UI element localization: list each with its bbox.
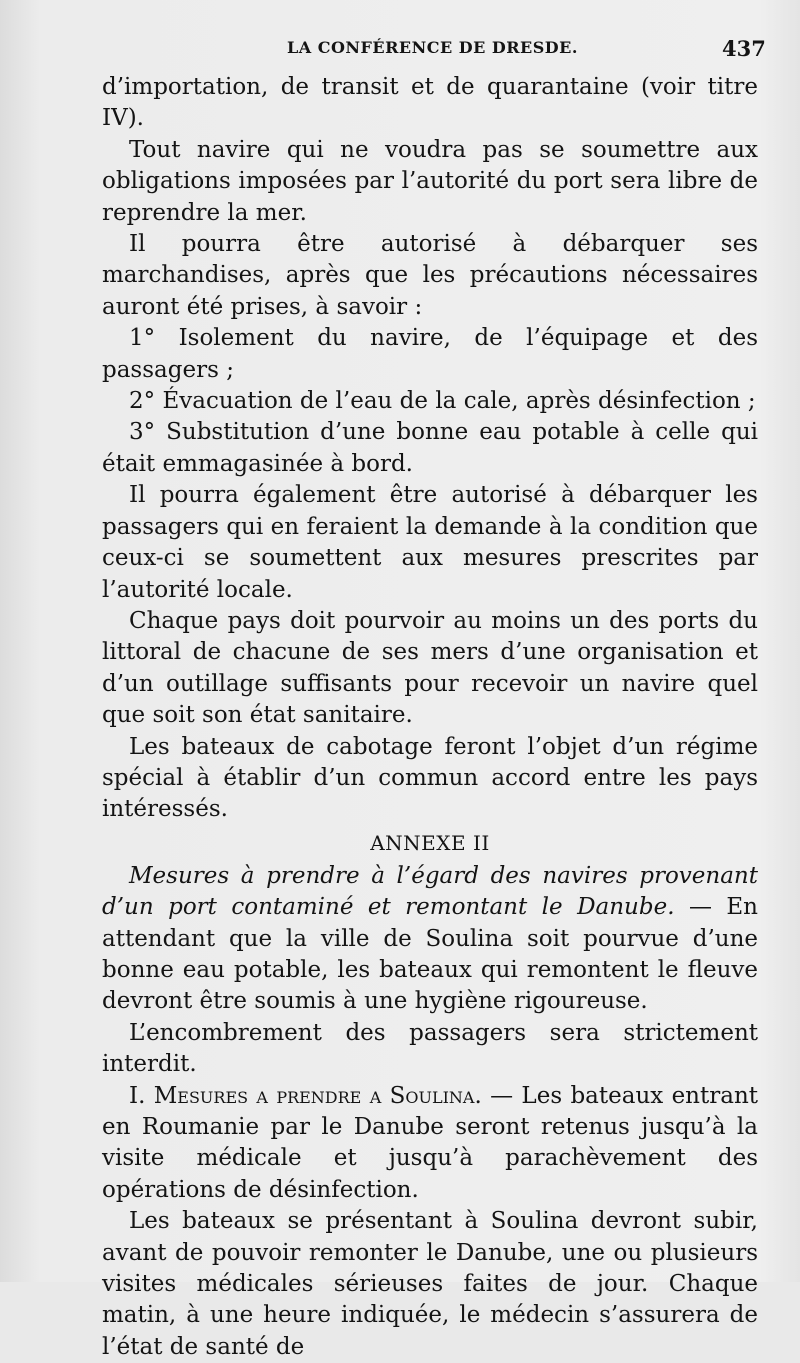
- list-item-substitution: 3° Substitution d’une bonne eau potable à celle qui était emmagasinée à bord.: [102, 419, 758, 477]
- annex-intro-italic: Mesures à prendre à l’égard des navires provenant d’un port contaminé et remontant le Danube.: [102, 862, 758, 921]
- paragraph-ports: Chaque pays doit pourvoir au moins un des ports du littoral de chacune de ses mers d’une organisation et d’un outillage suffisants pour recevoir un navire quel que soit son état sanitaire.: [102, 607, 758, 729]
- body-text: [102, 72, 758, 1363]
- annex-title: ANNEXE II: [370, 830, 490, 855]
- paragraph-cabotage: Les bateaux de cabotage feront l’objet d’un régime spécial à établir d’un commun accord entre les pays intéressés.: [102, 733, 758, 823]
- paragraph-crowding: L’encombrement des passagers sera strictement interdit.: [102, 1019, 758, 1078]
- paragraph-ship-obligations: Tout navire qui ne voudra pas se soumettre aux obligations imposées par l’autorité du port sera libre de reprendre la mer.: [102, 136, 758, 226]
- paragraph-continuation: d’importation, de transit et de quarantaine (voir titre IV).: [102, 74, 758, 132]
- section-text: — Les bateaux entrant en Roumanie par le Danube seront retenus jusqu’à la visite médicale et jusqu’à parachèvement des opérations de désinfection.: [102, 1082, 759, 1203]
- page-number: 437: [722, 36, 766, 61]
- paragraph-annex-intro: [102, 861, 758, 1018]
- page-header: [0, 36, 800, 66]
- paragraph-passengers: Il pourra également être autorisé à débarquer les passagers qui en feraient la demande à la condition que ceux-ci se soumettent aux mesures prescrites par l’autorité locale.: [102, 482, 758, 603]
- section-label: I. Mesures a prendre a Soulina.: [129, 1082, 482, 1109]
- annex-intro-text: — En attendant que la ville de Soulina soit pourvue d’une bonne eau potable, les bateaux qui remontent le fleuve devront être soumis à une hygiène rigoureuse.: [102, 894, 758, 1015]
- list-item-isolation: 1° Isolement du navire, de l’équipage et des passagers ;: [102, 325, 758, 383]
- paragraph-soulina-measures: [102, 1081, 758, 1207]
- paragraph-medical-visits: Les bateaux se présentant à Soulina devront subir, avant de pouvoir remonter le Danube, une ou plusieurs visites médicales sérieuses faites de jour. Chaque matin, à une heure indiquée, le médecin s’assurera de l’état de santé de: [102, 1208, 758, 1360]
- list-item-evacuation: 2° Évacuation de l’eau de la cale, après désinfection ;: [129, 388, 756, 415]
- paragraph-unload-goods: Il pourra être autorisé à débarquer ses marchandises, après que les précautions nécessaires auront été prises, à savoir :: [102, 231, 758, 320]
- running-title: LA CONFÉRENCE DE DRESDE.: [287, 38, 578, 57]
